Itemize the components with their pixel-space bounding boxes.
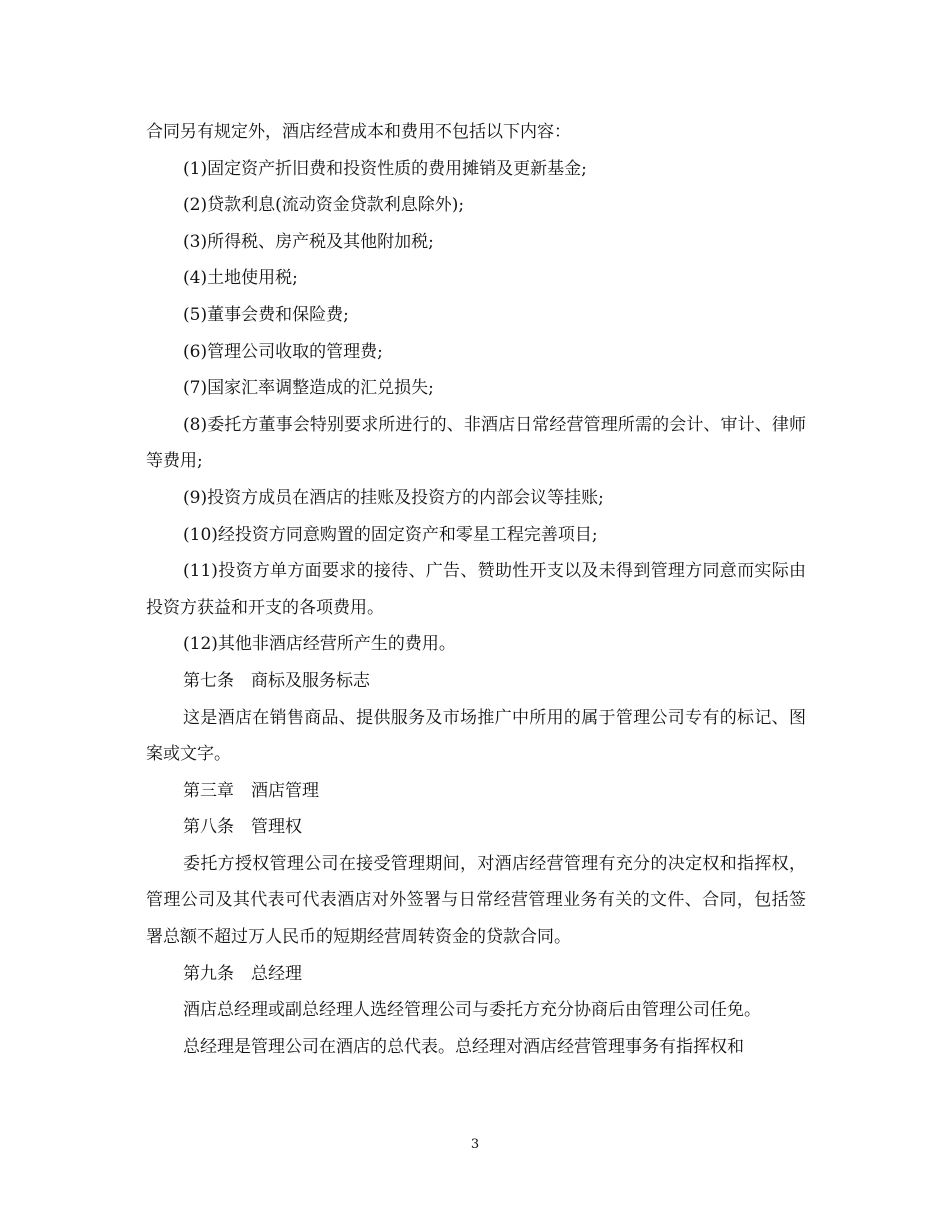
article-9-body-2: 总经理是管理公司在酒店的总代表。总经理对酒店经营管理事务有指挥权和: [183, 1036, 744, 1057]
page-number: 3: [470, 1137, 480, 1152]
document-body: [146, 114, 806, 1065]
list-item-12: (12)其他非酒店经营所产生的费用。: [183, 634, 456, 655]
article-8-body: 委托方授权管理公司在接受管理期间，对酒店经营管理有充分的决定权和指挥权，管理公司及其代表可代表酒店对外签署与日常经营管理业务有关的文件、合同，包括签署总额不超过万人民币的短期经营周转资金的贷款合同。: [146, 853, 806, 948]
chapter-heading-3: 第三章 酒店管理: [183, 780, 319, 801]
article-heading-9: 第九条 总经理: [183, 963, 302, 984]
list-item-5: (5)董事会费和保险费;: [183, 304, 349, 325]
list-item-7: (7)国家汇率调整造成的汇兑损失;: [183, 378, 434, 399]
article-heading-8: 第八条 管理权: [183, 817, 302, 838]
list-item-1: (1)固定资产折旧费和投资性质的费用摊销及更新基金;: [183, 158, 587, 179]
list-item-6: (6)管理公司收取的管理费;: [183, 341, 383, 362]
article-heading-7: 第七条 商标及服务标志: [183, 670, 370, 691]
article-9-body-1: 酒店总经理或副总经理人选经管理公司与委托方充分协商后由管理公司任免。: [183, 1000, 761, 1021]
list-item-3: (3)所得税、房产税及其他附加税;: [183, 231, 434, 252]
list-item-10: (10)经投资方同意购置的固定资产和零星工程完善项目;: [183, 524, 598, 545]
list-item-4: (4)土地使用税;: [183, 268, 298, 289]
list-item-8: (8)委托方董事会特别要求所进行的、非酒店日常经营管理所需的会计、审计、律师等费用;: [146, 414, 806, 472]
list-item-9: (9)投资方成员在酒店的挂账及投资方的内部会议等挂账;: [183, 487, 604, 508]
paragraph-1: 合同另有规定外，酒店经营成本和费用不包括以下内容：: [146, 122, 571, 142]
article-7-body: 这是酒店在销售商品、提供服务及市场推广中所用的属于管理公司专有的标记、图案或文字。: [146, 707, 806, 765]
list-item-11: (11)投资方单方面要求的接待、广告、赞助性开支以及未得到管理方同意而实际由投资方获益和开支的各项费用。: [146, 561, 806, 618]
list-item-2: (2)贷款利息(流动资金贷款利息除外);: [183, 195, 465, 216]
